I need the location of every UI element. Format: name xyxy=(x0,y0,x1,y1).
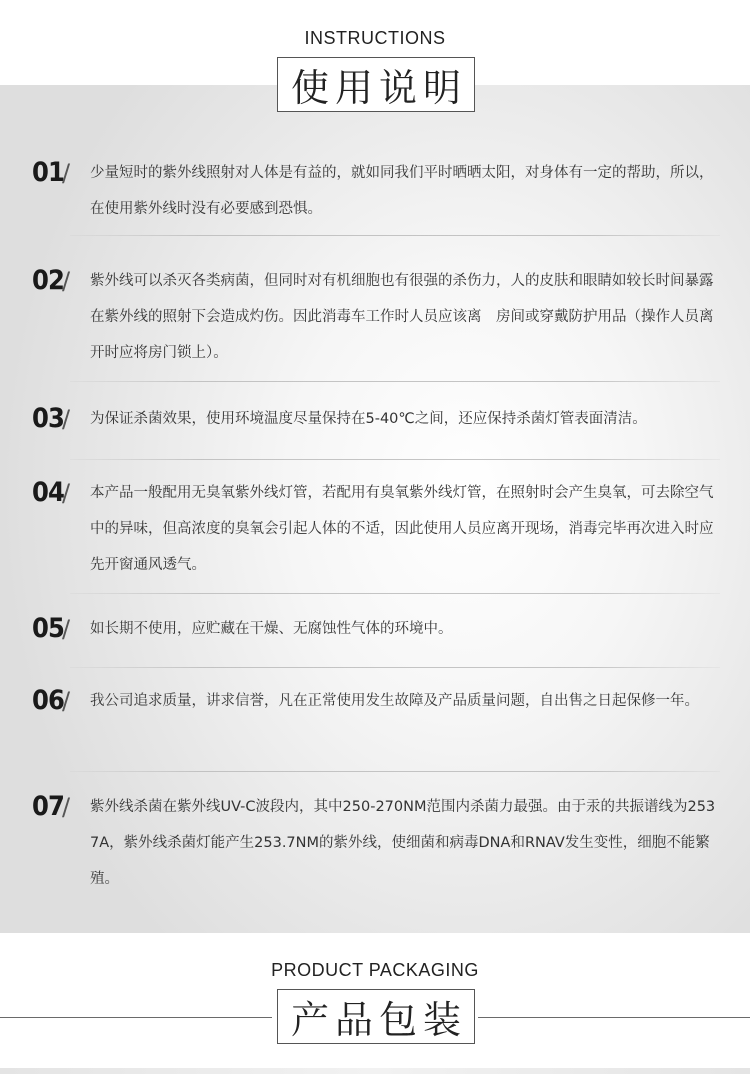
instructions-title: 使用说明 xyxy=(277,57,475,112)
item-text: 紫外线杀菌在紫外线UV-C波段内，其中250-270NM范围内杀菌力最强。由于汞的共振谱线为2537A，紫外线杀菌灯能产生253.7NM的紫外线，使细菌和病毒DNA和RNAV发生变性，细胞不能繁殖。 xyxy=(90,799,716,887)
item-text: 如长期不使用，应贮藏在干燥、无腐蚀性气体的环境中。 xyxy=(90,621,453,637)
item-separator xyxy=(70,459,720,460)
item-separator xyxy=(70,381,720,382)
item-text: 紫外线可以杀灭各类病菌，但同时对有机细胞也有很强的杀伤力，人的皮肤和眼睛如较长时间暴露在紫外线的照射下会造成灼伤。因此消毒车工作时人员应该离 房间或穿戴防护用品（操作人员离开时应将房门锁上）。 xyxy=(90,273,714,361)
item-number: 06 xyxy=(32,685,65,716)
item-number: 05 xyxy=(32,613,65,644)
item-separator xyxy=(70,771,720,772)
instructions-panel xyxy=(0,85,750,933)
slash-divider: / xyxy=(62,479,71,507)
item-separator xyxy=(70,593,720,594)
slash-divider: / xyxy=(62,405,71,433)
item-number: 02 xyxy=(32,265,65,296)
item-number: 03 xyxy=(32,403,65,434)
slash-divider: / xyxy=(62,267,71,295)
item-number: 07 xyxy=(32,791,65,822)
item-text: 我公司追求质量，讲求信誉，凡在正常使用发生故障及产品质量问题，自出售之日起保修一年。 xyxy=(90,693,699,709)
item-separator xyxy=(70,235,720,236)
item-separator xyxy=(70,667,720,668)
item-number: 04 xyxy=(32,477,65,508)
packaging-subtitle: PRODUCT PACKAGING xyxy=(271,960,479,980)
packaging-title: 产品包装 xyxy=(277,989,475,1044)
instructions-subtitle: INSTRUCTIONS xyxy=(304,28,446,48)
slash-divider: / xyxy=(62,615,71,643)
item-text: 为保证杀菌效果，使用环境温度尽量保持在5-40℃之间，还应保持杀菌灯管表面清洁。 xyxy=(90,411,647,427)
slash-divider: / xyxy=(62,159,71,187)
item-text: 本产品一般配用无臭氧紫外线灯管，若配用有臭氧紫外线灯管，在照射时会产生臭氧，可去除空气中的异味，但高浓度的臭氧会引起人体的不适，因此使用人员应离开现场，消毒完毕再次进入时应先开窗通风透气。 xyxy=(90,485,714,573)
item-text: 少量短时的紫外线照射对人体是有益的，就如同我们平时晒晒太阳，对身体有一定的帮助，所以，在使用紫外线时没有必要感到恐惧。 xyxy=(90,165,714,217)
packaging-divider-right xyxy=(478,1017,750,1018)
bottom-strip xyxy=(0,1068,750,1074)
slash-divider: / xyxy=(62,687,71,715)
packaging-divider-left xyxy=(0,1017,272,1018)
slash-divider: / xyxy=(62,793,71,821)
item-number: 01 xyxy=(32,157,65,188)
